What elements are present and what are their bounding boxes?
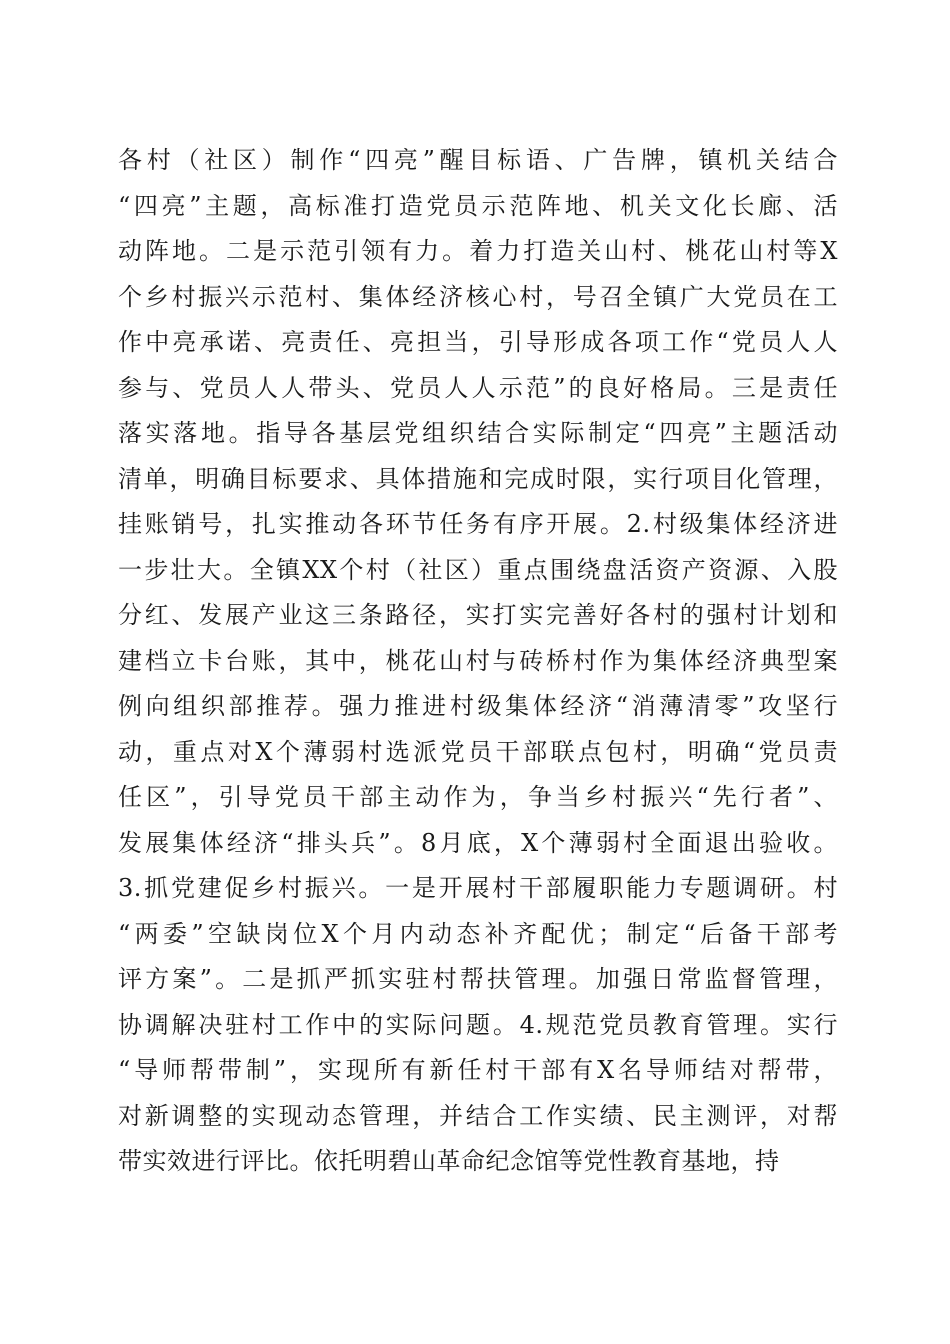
text-line: 任区”，引导党员干部主动作为，争当乡村振兴“先行者”、 bbox=[118, 783, 838, 811]
text-line: 动阵地。二是示范引领有力。着力打造关山村、桃花山村等X bbox=[118, 237, 838, 265]
text-line: 发展集体经济“排头兵”。8月底，X个薄弱村全面退出验收。 bbox=[118, 828, 838, 857]
text-line: 清单，明确目标要求、具体措施和完成时限，实行项目化管理， bbox=[118, 464, 838, 493]
text-line: 参与、党员人人带头、党员人人示范”的良好格局。三是责任 bbox=[118, 373, 838, 402]
text-line: “四亮”主题，高标准打造党员示范阵地、机关文化长廊、活 bbox=[118, 191, 838, 220]
text-line: 对新调整的实现动态管理，并结合工作实绩、民主测评，对帮 bbox=[118, 1101, 838, 1130]
text-line: 例向组织部推荐。强力推进村级集体经济“消薄清零”攻坚行 bbox=[118, 692, 838, 720]
text-line: 建档立卡台账，其中，桃花山村与砖桥村作为集体经济典型案 bbox=[118, 646, 838, 675]
text-line: 带实效进行评比。依托明碧山革命纪念馆等党性教育基地，持 bbox=[118, 1147, 780, 1175]
text-line: 协调解决驻村工作中的实际问题。4.规范党员教育管理。实行 bbox=[118, 1010, 838, 1039]
text-line: 挂账销号，扎实推动各环节任务有序开展。2.村级集体经济进 bbox=[118, 510, 838, 538]
text-line: 3.抓党建促乡村振兴。一是开展村干部履职能力专题调研。村 bbox=[118, 874, 838, 902]
body-text bbox=[118, 138, 838, 1185]
text-line: 各村（社区）制作“四亮”醒目标语、广告牌，镇机关结合 bbox=[118, 146, 838, 174]
text-line: 作中亮承诺、亮责任、亮担当，引导形成各项工作“党员人人 bbox=[118, 328, 838, 356]
text-line: 一步壮大。全镇XX个村（社区）重点围绕盘活资产资源、入股 bbox=[118, 555, 838, 584]
text-line: 评方案”。二是抓严抓实驻村帮扶管理。加强日常监督管理， bbox=[118, 965, 838, 993]
text-line: 个乡村振兴示范村、集体经济核心村，号召全镇广大党员在工 bbox=[118, 282, 838, 311]
text-line: 分红、发展产业这三条路径，实打实完善好各村的强村计划和 bbox=[118, 601, 838, 629]
text-line: “导师帮带制”，实现所有新任村干部有X名导师结对帮带， bbox=[118, 1056, 838, 1084]
text-line: 动，重点对X个薄弱村选派党员干部联点包村，明确“党员责 bbox=[118, 737, 838, 766]
text-line: “两委”空缺岗位X个月内动态补齐配优；制定“后备干部考 bbox=[118, 919, 838, 948]
text-line: 落实落地。指导各基层党组织结合实际制定“四亮”主题活动 bbox=[118, 419, 838, 447]
